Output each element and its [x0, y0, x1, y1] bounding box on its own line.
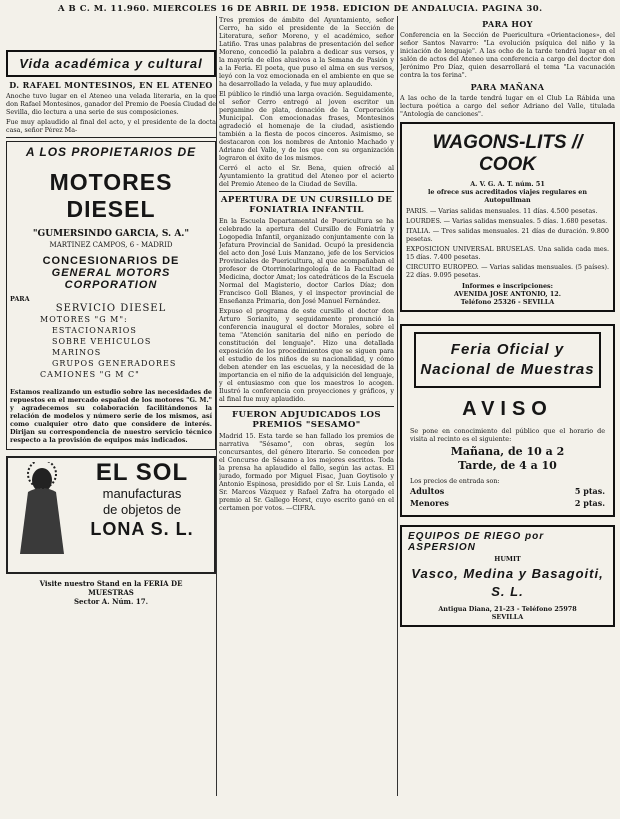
- article-paragraph: Expuso el programa de este cursillo el doctor don Arturo Sorianito, y seguidamente pronunció la conferencia inaugural el doctor Morales, sobre el tema "Atención sanitaria del niño en período de constitución del lenguaje". Hizo una detallada exposición de los procedimientos que se siguen para el estudio de los niños de su nacionalidad, y cómo deben atender en las escuelas, y la necesidad de la importancia en el niño de la adquisición del lenguaje, y el entusiasmo con que los maestros lo acogen. Ilustró la conferencia con proyecciones y gráficos, y al final fue muy aplaudido.: [219, 307, 394, 403]
- ad-riego-city: SEVILLA: [491, 613, 524, 621]
- ad-wl-item: ITALIA. — Tres salidas mensuales. 21 días de duración. 9.800 pesetas.: [406, 227, 609, 243]
- ad-note: Estamos realizando un estudio sobre las necesidades de repuestos en el mercado español de los motores "G. M." y agradecemos su colaboración facilitándonos la relación de modelos y número serie de los mismos, así como cualquier otro dato que considere de interés. Dirijan su correspondencia de nuestro servicio técnico respecto a la provisión de equipos más indicados.: [10, 388, 212, 444]
- ad-riego-brand: HUMIT: [494, 555, 521, 563]
- ad-service-item: CAMIONES "G M C": [40, 370, 140, 379]
- ad-service-item: GRUPOS GENERADORES: [52, 359, 177, 368]
- ad-feria-price-row: [410, 485, 605, 497]
- divider: [6, 137, 216, 138]
- ad-feria-kids-price: 2: [574, 498, 581, 508]
- ad-service-title: SERVICIO DIESEL: [55, 303, 167, 314]
- ad-service-sub: MOTORES "G M":: [40, 315, 128, 324]
- ad-feria-title: Feria Oficial y Nacional de Muestras: [420, 341, 595, 378]
- ad-feria-prices: Los precios de entrada son:: [410, 477, 500, 485]
- ad-riego-title: EQUIPOS DE RIEGO por ASPERSION: [408, 531, 545, 553]
- ad-el-sol: [6, 456, 216, 574]
- ad-wl-item: PARIS. — Varias salidas mensuales. 11 días. 4.500 pesetas.: [406, 207, 598, 215]
- divider: [219, 191, 394, 192]
- column-middle: [219, 16, 394, 816]
- ad-riego: [400, 525, 615, 627]
- ad-riego-address: Antigua Diana, 21-23 - Teléfono 25978: [438, 605, 577, 613]
- ad-feria-unit: ptas.: [583, 486, 605, 496]
- ad-el-sol-line: manufacturas: [102, 486, 182, 501]
- article-paragraph: Cerró el acto el Sr. Bena, quien ofreció al Ayuntamiento la gratitud del Ateneo por el acierto del Premio Ateneo de la Ciudad de Sevilla.: [219, 164, 394, 188]
- ad-wl-info: Informes e inscripciones:: [461, 282, 554, 290]
- ad-feria-aviso: AVISO: [462, 398, 553, 420]
- ad-el-sol-sector: Sector A. Núm. 17.: [73, 597, 149, 606]
- ad-el-sol-line: de objetos de: [102, 502, 182, 517]
- ad-service-item: ESTACIONARIOS: [52, 326, 137, 335]
- ad-wl-item: CIRCUITO EUROPEO. — Varias salidas mensuales. (5 países). 22 días. 9.095 pesetas.: [406, 263, 609, 279]
- para-manana-title: PARA MAÑANA: [470, 82, 545, 92]
- ad-feria-afternoon: Tarde, de 4 a 10: [458, 459, 557, 472]
- ad-feria-price-row: [410, 497, 605, 509]
- ad-wl-offer: le ofrece sus acreditados viajes regulares en Autopullman: [428, 188, 587, 204]
- ad-wl-agency: A. V. G. A. T. núm. 51: [470, 180, 545, 188]
- article-paragraph: A las ocho de la tarde tendrá lugar en el Club La Rábida una lectura poética a cargo del señor Adriano del Valle, titulada "Antología de canciones".: [400, 94, 615, 118]
- ad-el-sol-line: LONA S. L.: [90, 519, 194, 539]
- article-paragraph: Tres premios de ámbito del Ayuntamiento, señor Cerro, ha sido el presidente de la Sección de Literatura, señor Moreno, y el académico, señor Latiño. Tras unas palabras de presentación del señor Moreno, concedió la palabra a dedicar sus versos, y la mayoría de ellos alusivos a la Semana de Pasión y a la Feria. El poeta, que puso el alma en sus versos, leyó con la voz emocionada en el ambiente en que se ha desarrollado la velada, y fue muy aplaudido.: [219, 16, 394, 88]
- ad-riego-company: Vasco, Medina y Basagoiti, S. L.: [411, 566, 604, 599]
- ad-feria-unit: ptas.: [583, 498, 605, 508]
- para-hoy-title: PARA HOY: [482, 19, 533, 29]
- page-header: A B C. M. 11.960. MIERCOLES 16 DE ABRIL DE 1958. EDICION DE ANDALUCIA. PAGINA 30.: [58, 4, 543, 14]
- ad-feria-title-box: [414, 332, 601, 388]
- article-paragraph: Fue muy aplaudido al final del acto, y el presidente de la docta casa, señor Pérez Ma-: [6, 118, 216, 134]
- section-title-box: [6, 50, 216, 77]
- ad-wl-address: AVENIDA JOSE ANTONIO, 12.: [454, 290, 561, 298]
- ad-wagons-lits: [400, 122, 615, 312]
- ad-el-sol-name: EL SOL: [95, 459, 189, 486]
- ad-title: MOTORES DIESEL: [49, 169, 173, 222]
- ad-feria-morning: Mañana, de 10 a 2: [450, 445, 565, 458]
- ad-feria-adults-price: 5: [574, 486, 581, 496]
- headline-montesinos: D. RAFAEL MONTESINOS, EN EL ATENEO: [9, 80, 213, 90]
- ad-dealers: CONCESIONARIOS DE: [42, 255, 180, 267]
- column-divider: [397, 16, 398, 796]
- ad-feria-adults: Adultos: [410, 486, 445, 496]
- ad-gm: GENERAL MOTORS CORPORATION: [51, 267, 171, 291]
- column-divider: [216, 16, 217, 796]
- ad-motores-diesel: [6, 141, 216, 450]
- ad-wl-item: LOURDES. — Varias salidas mensuales. 5 días. 1.680 pesetas.: [406, 217, 608, 225]
- ad-wl-title: WAGONS-LITS // COOK: [432, 132, 583, 175]
- ad-feria: [400, 324, 615, 517]
- ad-service-item: MARINOS: [52, 348, 102, 357]
- ad-wl-phone: Teléfono 25326 - SEVILLA: [460, 298, 555, 306]
- article-paragraph: Anoche tuvo lugar en el Ateneo una velada literaria, en la que don Rafael Montesinos, ganador del Premio de Poesía Ciudad de Sevilla, dio lectura a una serie de sus composiciones.: [6, 92, 216, 116]
- column-left: [6, 16, 216, 816]
- ad-address: MARTINEZ CAMPOS, 6 - MADRID: [49, 241, 173, 249]
- ad-service-item: SOBRE VEHICULOS: [52, 337, 152, 346]
- virgin-figure-icon: [14, 462, 70, 558]
- ad-company: "GUMERSINDO GARCIA, S. A.": [32, 229, 190, 239]
- article-paragraph: Madrid 15. Esta tarde se han fallado los premios de narrativa "Sésamo", con obras, según los concursantes, del género literario. Se conceden por el Concurso de Sésamo a los mejores escritos. Toda la prensa ha aplaudido el fallo, según las actas. El jurado, formado por Miguel Fisac, Juan Goytisolo y Antonio Espinosa, presidido por el Sr. Luis Landa, el Sr. Marcos Vázquez y Rafael Zafra ha otorgado el premio al Sr. Gallego Horst, cuyo escrito ganó en el certamen por votos. —CIFRA.: [219, 432, 394, 512]
- ad-banner: A LOS PROPIETARIOS DE: [25, 145, 197, 159]
- divider: [219, 406, 394, 407]
- article-paragraph: Conferencia en la Sección de Puericultura «Orientaciones», del señor Santos Navarro: "La evolución psíquica del niño y la iniciación de lenguaje". A las ocho de la tarde tendrá lugar en el salón de actos del Ateneo una conferencia a cargo del doctor don Jerónimo Pro Díaz, quien desarrollará el tema "La vacunación contra la tos ferina".: [400, 31, 615, 79]
- article-paragraph: En la Escuela Departamental de Puericultura se ha celebrado la apertura del Cursillo de Foniatría y Logopedia Infantil, organizado conjuntamente con la Jefatura Provincial de Sanidad. Ocupó la presidencia del acto don José Luis Manzano, jefe de los Servicios Provinciales de Puericultura, al que acompañaban el profesor de Otorrinolaringología de la Facultad de Medicina, doctor Amat; los catedráticos de la Escuela Normal del Magisterio, doctor Carlos Díaz; don Francisco Goll Blanes, y el inspector provincial de Enseñanza Primaria, don José Manuel Fernández.: [219, 217, 394, 305]
- ad-wl-item: EXPOSICION UNIVERSAL BRUSELAS. Una salida cada mes. 15 días. 7.400 pesetas.: [406, 245, 609, 261]
- ad-para: PARA: [10, 295, 30, 303]
- article-paragraph: El público le rindió una larga ovación. Seguidamente, el señor Cerro entregó al joven escritor un pergamino de plata, donación de la Corporación Municipal. Con emocionadas frases, Montesinos agradeció el homenaje de la ciudad, asistiendo también a la fiesta de pocos cinceros. Asimismo, se destacaron con los nombres de Antonio Machado y Adriano del Valle, y de los que con su organización lograron el éxito de los mismos.: [219, 90, 394, 162]
- column-right: [400, 16, 615, 816]
- headline-foniatria: APERTURA DE UN CURSILLO DE FONIATRIA INFANTIL: [220, 195, 393, 215]
- ad-el-sol-visit: Visite nuestro Stand en la FERIA DE MUESTRAS: [39, 579, 183, 597]
- headline-sesamo: FUERON ADJUDICADOS LOS PREMIOS "SESAMO": [232, 410, 381, 430]
- section-title: Vida académica y cultural: [19, 56, 203, 71]
- ad-feria-text: Se pone en conocimiento del público que el horario de visita al recinto es el siguiente:: [410, 427, 605, 443]
- ad-feria-kids: Menores: [410, 498, 449, 508]
